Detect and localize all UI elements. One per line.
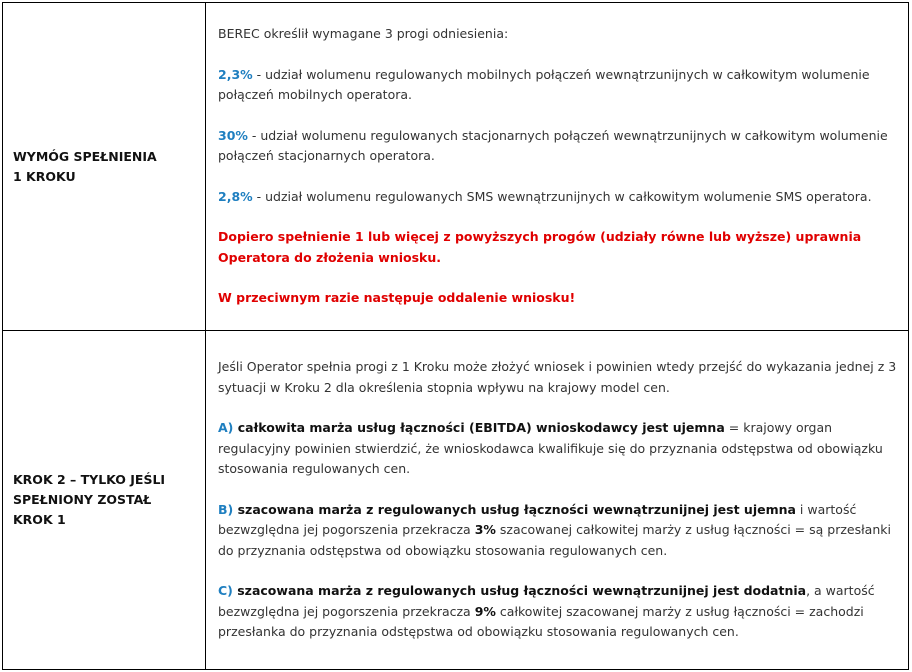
- step1-intro: BEREC określił wymagane 3 progi odniesienia:: [218, 26, 509, 42]
- case-c-rest2: całkowitej szacowanej marży z usług łączności = zachodzi przesłanka do przyznania odstępstwa od obowiązku stosowania regulowanych cen.: [218, 603, 864, 640]
- step2-intro: Jeśli Operator spełnia progi z 1 Kroku może złożyć wniosek i powinien wtedy przejść do wykazania jednej z 3 sytuacji w Kroku 2 dla określenia stopnia wpływu na krajowy model cen.: [218, 359, 897, 395]
- threshold-mobile-text: - udział wolumenu regulowanych mobilnych połączeń wewnątrzunijnych w całkowitym wolumenie połączeń mobilnych operatora.: [218, 66, 870, 103]
- case-c: [218, 581, 898, 643]
- threshold-sms: [218, 187, 898, 208]
- case-b-pct: 3%: [474, 522, 496, 538]
- threshold-mobile-value: 2,3%: [218, 66, 253, 82]
- table-row-step2: [3, 331, 909, 670]
- step1-content-cell: [206, 3, 909, 331]
- step1-label-line2: 1 KROKU: [13, 168, 76, 184]
- step1-warning-eligibility: Dopiero spełnienie 1 lub więcej z powyższych progów (udziały równe lub wyższe) uprawnia Operatora do złożenia wniosku.: [218, 229, 862, 265]
- case-b-rest1: i wartość bezwzględna jej pogorszenia przekracza: [218, 501, 857, 538]
- step2-label-cell: [3, 331, 206, 670]
- threshold-mobile: [218, 65, 898, 106]
- threshold-fixed-text: - udział wolumenu regulowanych stacjonarnych połączeń wewnątrzunijnych w całkowitym wolumenie połączeń stacjonarnych operatora.: [218, 127, 888, 164]
- threshold-fixed: [218, 126, 898, 167]
- threshold-sms-text: - udział wolumenu regulowanych SMS wewnątrzunijnych w całkowitym wolumenie SMS operatora.: [252, 188, 872, 204]
- case-b-bold: szacowana marża z regulowanych usług łączności wewnątrzunijnej jest ujemna: [233, 501, 796, 517]
- case-a: [218, 418, 898, 480]
- case-c-bold: szacowana marża z regulowanych usług łączności wewnątrzunijnej jest dodatnia: [232, 583, 807, 599]
- case-a-letter: A): [218, 420, 234, 436]
- step2-label-line3: KROK 1: [13, 512, 66, 527]
- case-b-rest2: szacowanej całkowitej marży z usług łączności = są przesłanki do przyznania odstępstwa od obowiązku stosowania regulowanych cen.: [218, 522, 891, 558]
- case-b: [218, 500, 898, 562]
- case-c-letter: C): [218, 583, 233, 599]
- case-c-rest1: , a wartość bezwzględna jej pogorszenia przekracza: [218, 583, 875, 619]
- step1-label-cell: [3, 3, 206, 331]
- step2-label-line1: KROK 2 – TYLKO JEŚLI: [13, 472, 166, 487]
- step2-label-line2: SPEŁNIONY ZOSTAŁ: [13, 492, 152, 507]
- case-c-pct: 9%: [474, 603, 496, 619]
- step1-label-line1: WYMÓG SPEŁNIENIA: [13, 148, 157, 164]
- step1-warning-rejection: W przeciwnym razie następuje oddalenie wniosku!: [218, 290, 576, 306]
- table-row-step1: [3, 3, 909, 331]
- step2-content-cell: [206, 331, 909, 670]
- case-a-rest: = krajowy organ regulacyjny powinien stwierdzić, że wnioskodawca kwalifikuje się do przyznania odstępstwa od obowiązku stosowania regulowanych cen.: [218, 420, 883, 477]
- case-b-letter: B): [218, 501, 234, 517]
- threshold-fixed-value: 30%: [218, 127, 248, 143]
- case-a-bold: całkowita marża usług łączności (EBITDA) wnioskodawcy jest ujemna: [233, 420, 725, 436]
- requirements-table: [2, 2, 909, 670]
- threshold-sms-value: 2,8%: [218, 188, 253, 204]
